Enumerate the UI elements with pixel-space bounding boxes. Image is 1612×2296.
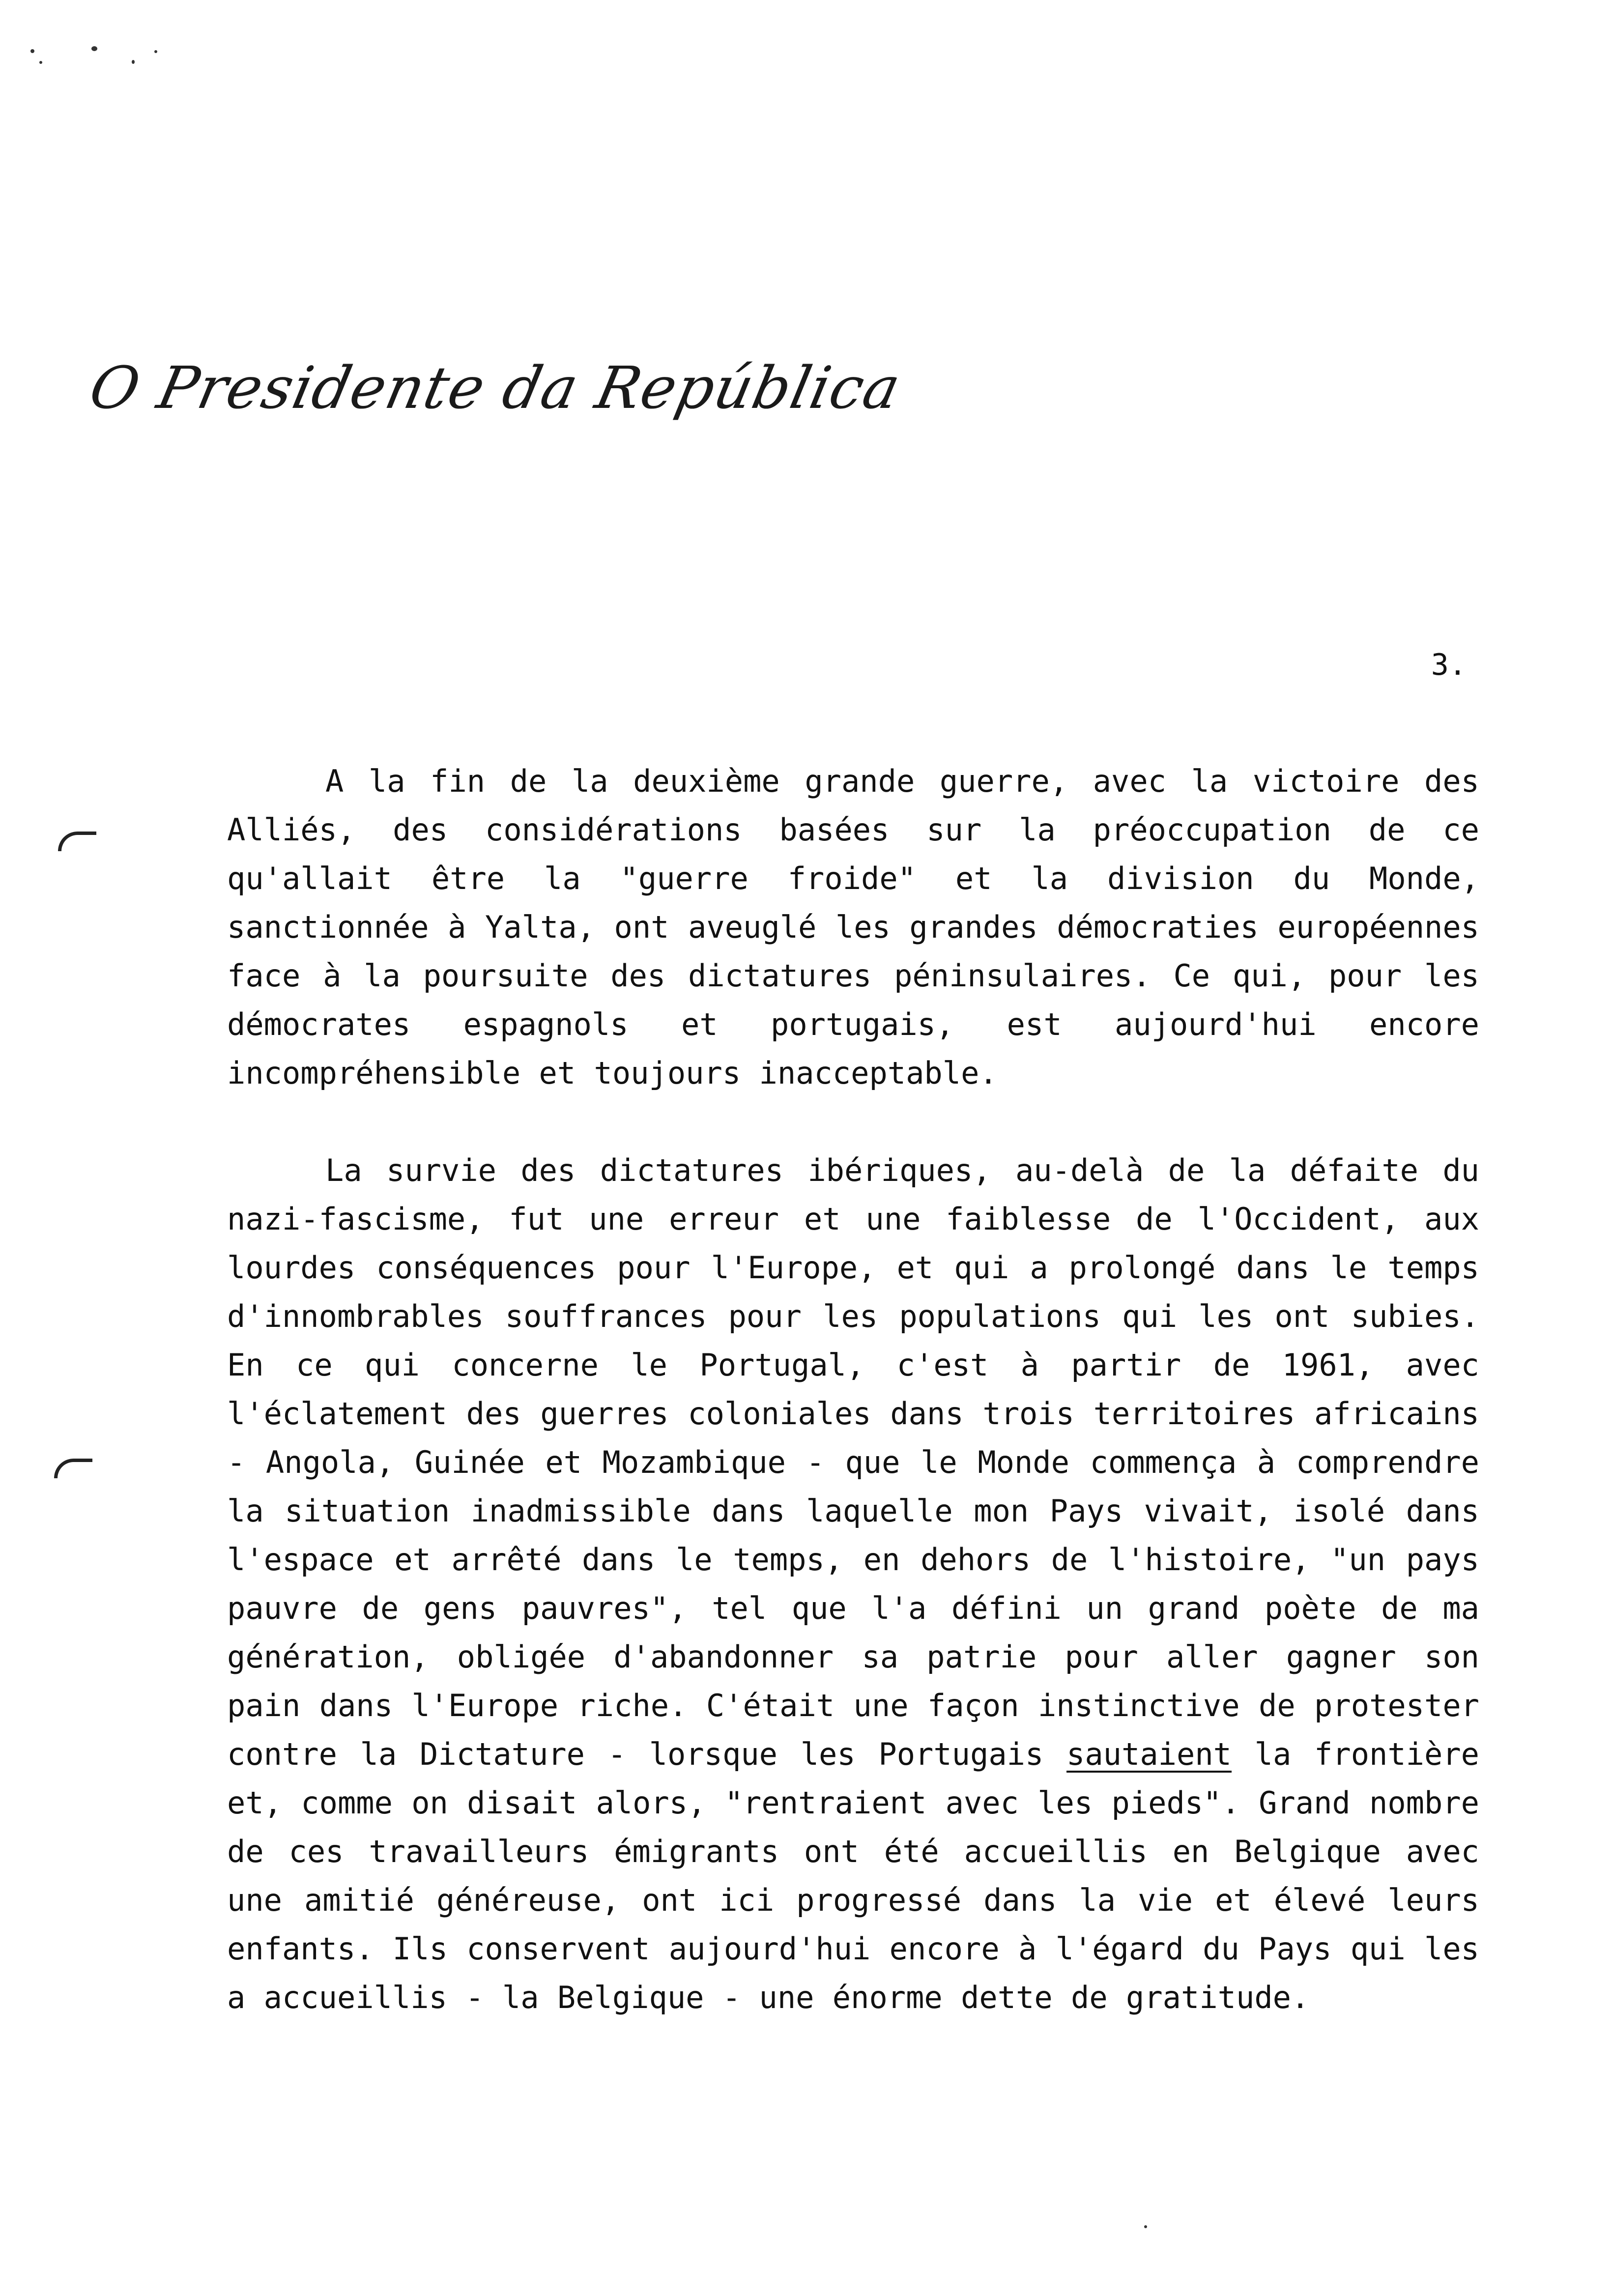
paragraph-1: A la fin de la deuxième grande guerre, avec la victoire des Alliés, des considérations basées sur la préoccupation de ce qu'allait être la "guerre froide" et la division du Monde, sanctionnée à Yalta, ont aveuglé les grandes démocraties européennes face à la poursuite des dictatures péninsulaires. Ce qui, pour les démocrates espagnols et portugais, est aujourd'hui encore incompréhensible et toujours inacceptable. [227,763,1479,1091]
scan-speck [1144,2225,1147,2228]
scan-speck [30,49,34,53]
scan-speck [154,50,157,53]
margin-bracket-mark [54,1459,92,1478]
letter-body [227,757,1479,2070]
margin-bracket-mark [58,832,96,851]
page-number: 3. [1431,648,1467,682]
letterhead: O Presidente da República [84,354,907,422]
paragraph-2-text-end: la frontière et, comme on disait alors, "rentraient avec les pieds". Grand nombre de ces travailleurs émigrants ont été accueillis en Belgique avec une amitié généreuse, ont ici progressé dans la vie et élevé leurs enfants. Ils conservent aujourd'hui encore à l'égard du Pays qui les a accueillis - la Belgique - une énorme dette de gratitude. [227,1736,1479,2015]
scan-speck [39,61,42,64]
underlined-word: sautaient [1066,1736,1232,1772]
scan-speck [132,60,135,64]
paragraph-2 [227,1146,1479,2022]
paragraph-2-text-start: La survie des dictatures ibériques, au-delà de la défaite du nazi-fascisme, fut une erreur et une faiblesse de l'Occident, aux lourdes conséquences pour l'Europe, et qui a prolongé dans le temps d'innombrables souffrances pour les populations qui les ont subies. En ce qui concerne le Portugal, c'est à partir de 1961, avec l'éclatement des guerres coloniales dans trois territoires africains - Angola, Guinée et Mozambique - que le Monde commença à comprendre la situation inadmissible dans laquelle mon Pays vivait, isolé dans l'espace et arrêté dans le temps, en dehors de l'histoire, "un pays pauvre de gens pauvres", tel que l'a défini un grand poète de ma génération, obligée d'abandonner sa patrie pour aller gagner son pain dans l'Europe riche. C'était une façon instinctive de protester contre la Dictature - lorsque les Portugais [227,1152,1479,1772]
scan-speck [91,46,97,51]
